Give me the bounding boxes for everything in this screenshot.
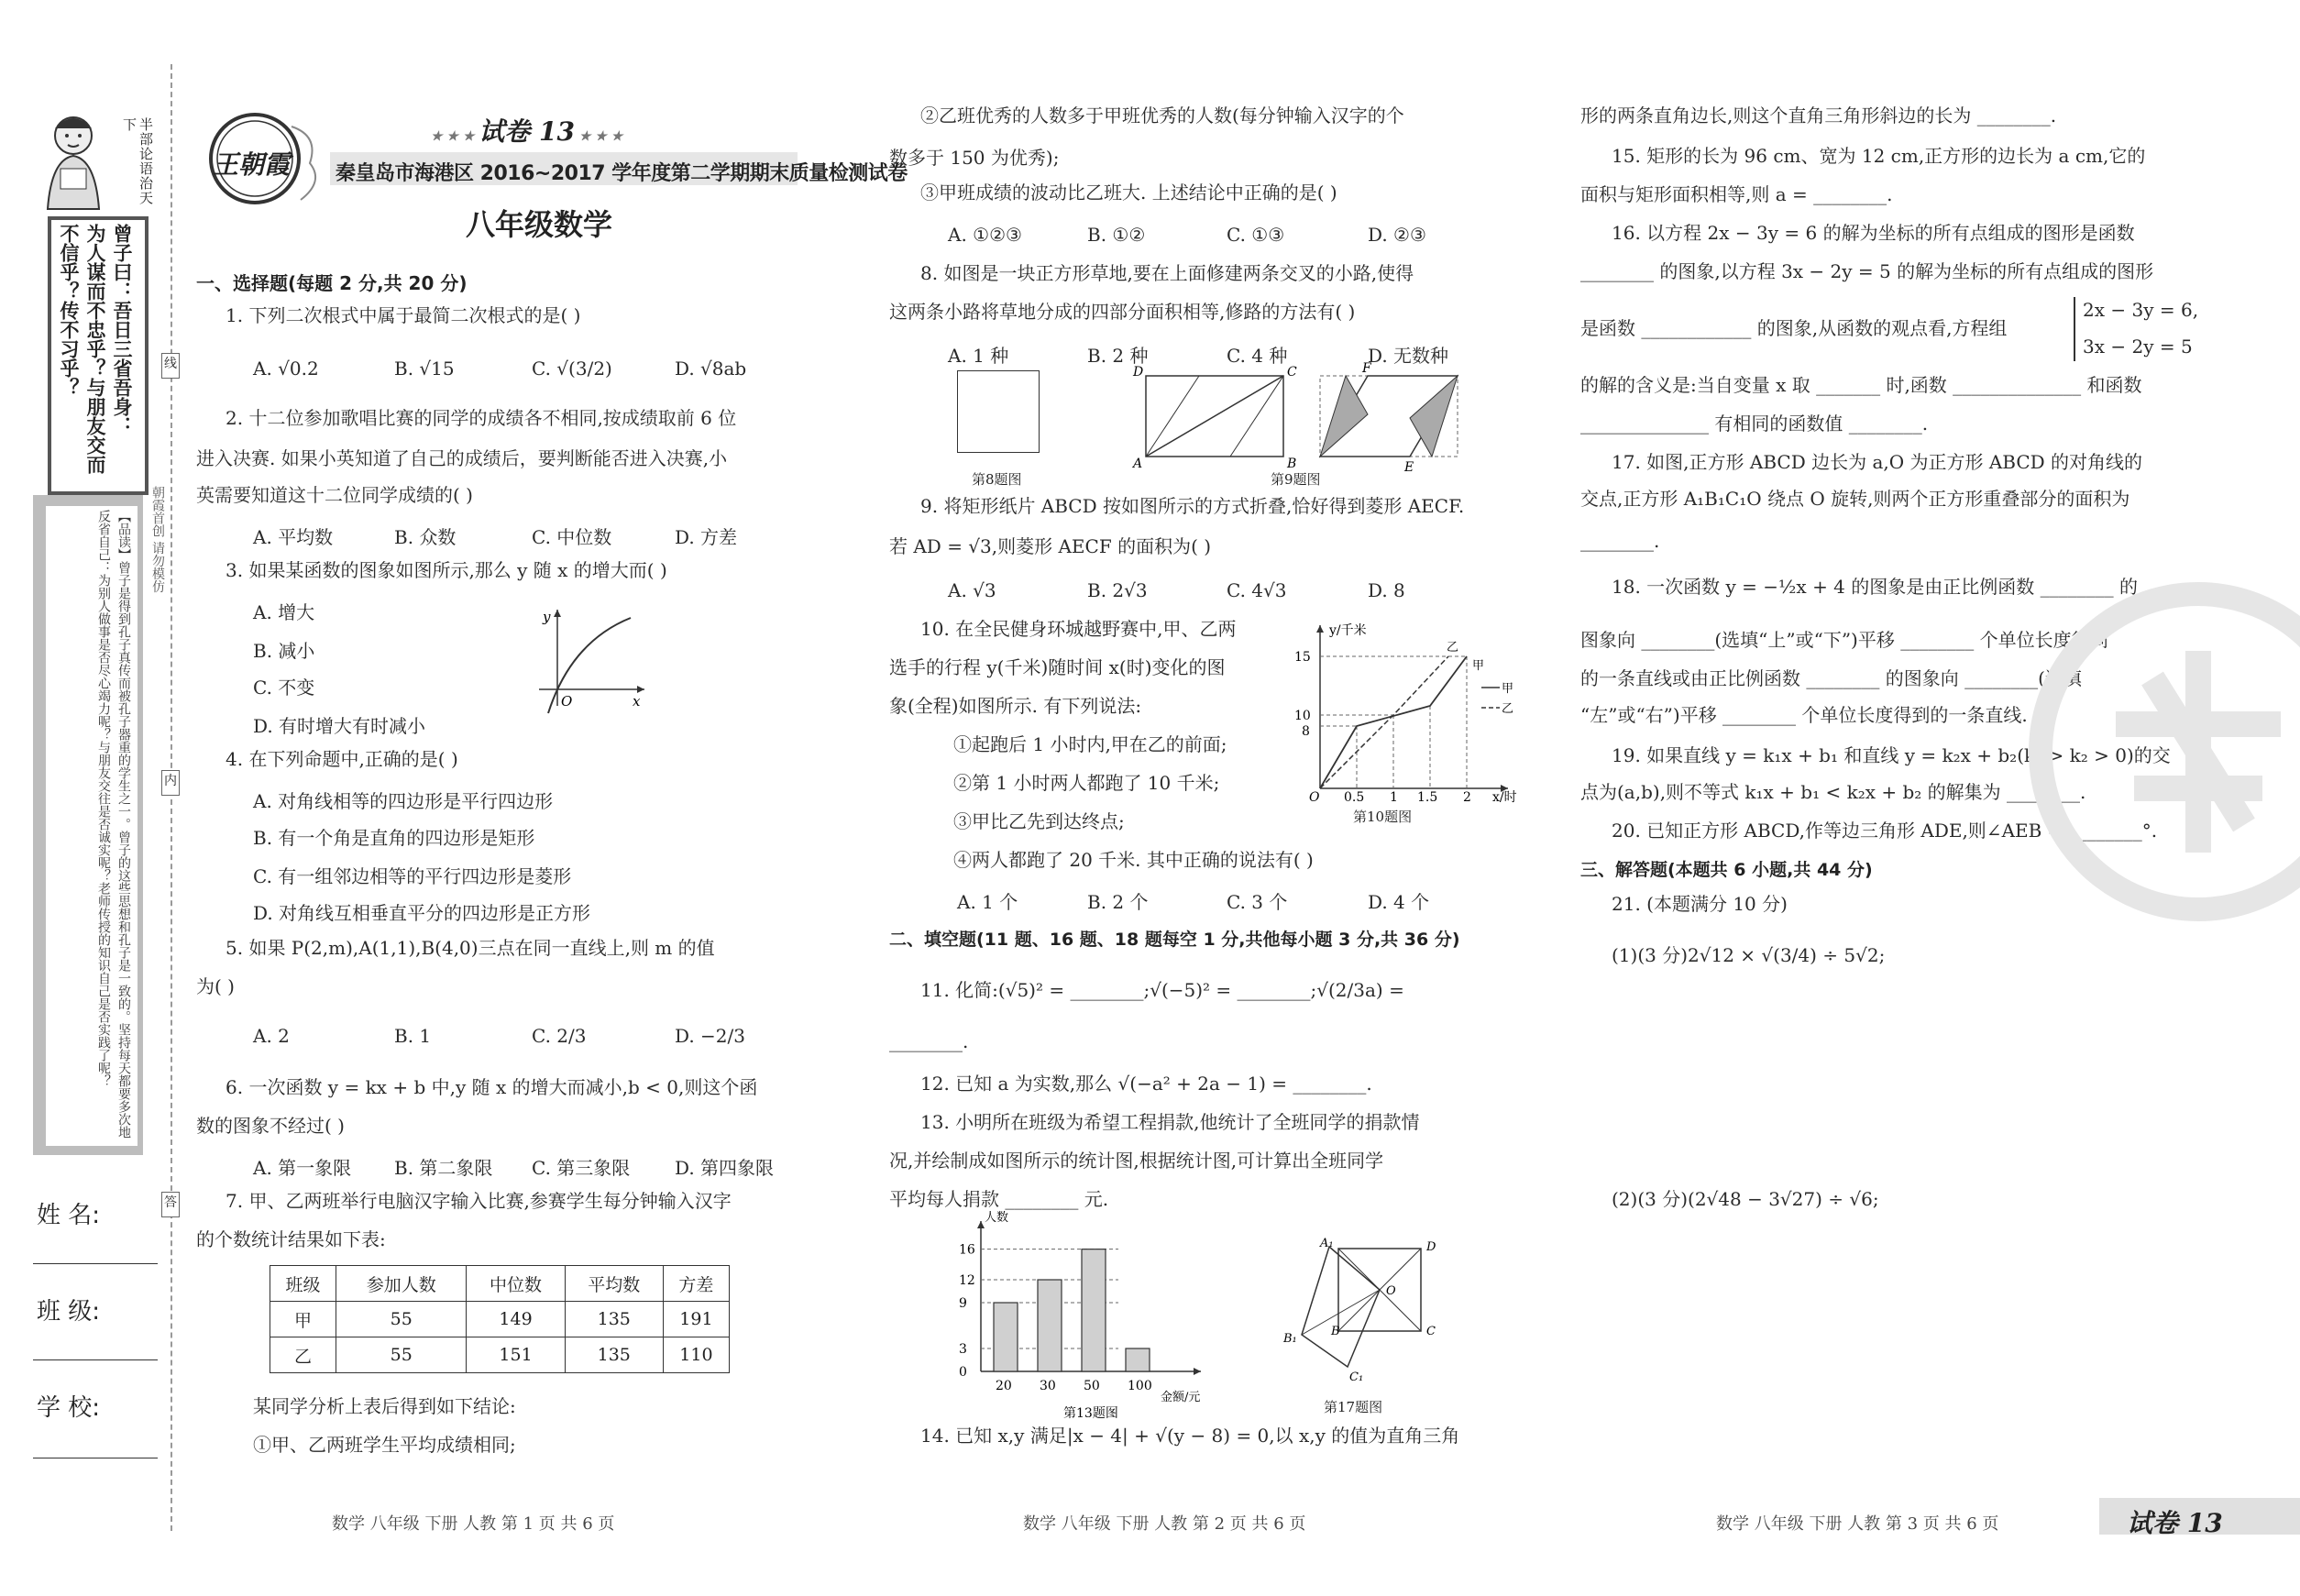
- q16-system-brace: [2074, 297, 2083, 361]
- x-tick-label: 30: [1040, 1379, 1056, 1393]
- q11-line: 11. 化简:(√5)² = ________;√(−5)² = ________;√(2/3a) =: [920, 979, 1404, 1001]
- q5-line-2: 为( ): [196, 975, 235, 997]
- q7-analysis: 某同学分析上表后得到如下结论:: [253, 1395, 516, 1417]
- cut-line: [171, 64, 172, 1531]
- q5-opt-b[interactable]: B. 1: [394, 1025, 432, 1047]
- q1-opt-a[interactable]: A. √0.2: [253, 358, 319, 380]
- q1-opt-c[interactable]: C. √(3/2): [532, 358, 612, 380]
- fig9-label-f: F: [1362, 361, 1371, 376]
- q9-opt-a[interactable]: A. √3: [948, 579, 996, 601]
- table-header-row: [270, 1266, 730, 1302]
- q12-line: 12. 已知 a 为实数,那么 √(−a² + 2a − 1) = ________.: [920, 1073, 1372, 1095]
- q13-line-2: 况,并绘制成如图所示的统计图,根据统计图,可计算出全班同学: [889, 1150, 1384, 1172]
- subject-title: 八年级数学: [466, 207, 613, 242]
- fig17-diagram: [1265, 1234, 1467, 1390]
- fig17-caption: 第17题图: [1324, 1399, 1383, 1415]
- fig10-xtick: 2: [1463, 790, 1471, 805]
- q4-opt-d[interactable]: D. 对角线互相垂直平分的四边形是正方形: [253, 902, 591, 924]
- q13-line-1: 13. 小明所在班级为希望工程捐款,他统计了全班同学的捐款情: [920, 1111, 1420, 1133]
- school-label: 学 校:: [37, 1394, 101, 1422]
- series-title: ★ ★ ★ 试卷 13 ★ ★ ★: [431, 116, 623, 147]
- page-footer-3: 数学 八年级 下册 人教 第 3 页 共 6 页: [1716, 1514, 1999, 1534]
- table-header: 班级: [270, 1266, 336, 1302]
- q16-line-1: 16. 以方程 2x − 3y = 6 的解为坐标的所有点组成的图形是函数: [1612, 222, 2135, 244]
- brand-note: 朝霞首创 请勿模仿: [150, 486, 165, 593]
- x-tick-label: 100: [1128, 1379, 1152, 1393]
- series-tag: 试卷 13: [2127, 1508, 2223, 1538]
- fig9-diagram: [1128, 363, 1494, 473]
- q10-line-1: 10. 在全民健身环城越野赛中,甲、乙两: [920, 618, 1237, 640]
- q7-conclusion-2a: ②乙班优秀的人数多于甲班优秀的人数(每分钟输入汉字的个: [920, 105, 1404, 127]
- q10-line-2: 选手的行程 y(千米)随时间 x(时)变化的图: [889, 656, 1226, 678]
- q2-line-2: 进入决赛. 如果小英知道了自己的成绩后，要判断能否进入决赛,小: [196, 447, 728, 469]
- fig8-square: [957, 370, 1040, 453]
- q2-line-3: 英需要知道这十二位同学成绩的( ): [196, 484, 473, 506]
- q8-line-2: 这两条小路将草地分成的四部分面积相等,修路的方法有( ): [889, 301, 1356, 323]
- table-row: [270, 1337, 730, 1373]
- table-cell: 110: [663, 1337, 729, 1373]
- fig17-label: A₁: [1320, 1237, 1334, 1250]
- table-cell: 135: [565, 1337, 663, 1373]
- q19-line-2: 点为(a,b),则不等式 k₁x + b₁ < k₂x + b₂ 的解集为 ________.: [1580, 781, 2086, 803]
- q3-opt-c[interactable]: C. 不变: [253, 677, 315, 699]
- reading-text: 【品读】曾子是得到孔子真传而被孔子器重的学生之一。曾子的这些思想和孔子是一致的。坚持每天都要多次地反省自己：为别人做事是否尽心竭力呢？与朋友交往是否诚实呢？老师传授的知识自己是否实践了呢？: [96, 510, 131, 1139]
- fig10-ytick: 8: [1302, 724, 1310, 739]
- fig10-ylabel: y/千米: [1329, 623, 1367, 638]
- fig10-xtick: 0.5: [1344, 790, 1365, 805]
- q16-line-5: ______________ 有相同的函数值 ________.: [1580, 413, 1929, 435]
- graph-origin-label: O: [561, 693, 573, 710]
- q8-opt-c[interactable]: C. 4 种: [1227, 345, 1288, 367]
- table-cell: 55: [336, 1337, 467, 1373]
- proverb-short: 半部论语治天下: [121, 117, 154, 205]
- q2-opt-a[interactable]: A. 平均数: [253, 526, 334, 548]
- q10-stmt-2: ②第 1 小时两人都跑了 10 千米;: [953, 772, 1220, 794]
- q3-stem: 3. 如果某函数的图象如图所示,那么 y 随 x 的增大而( ): [226, 559, 667, 581]
- table-cell: 191: [663, 1302, 729, 1337]
- q4-opt-c[interactable]: C. 有一组邻边相等的平行四边形是菱形: [253, 865, 572, 887]
- q15-line-1: 15. 矩形的长为 96 cm、宽为 12 cm,正方形的边长为 a cm,它的: [1612, 145, 2146, 167]
- q8-line-1: 8. 如图是一块正方形草地,要在上面修建两条交叉的小路,使得: [920, 262, 1414, 284]
- table-row: [270, 1302, 730, 1337]
- q14-continued: 形的两条直角边长,则这个直角三角形斜边的长为 ________.: [1580, 105, 2057, 127]
- y-axis-label: 人数: [985, 1211, 1009, 1225]
- q4-opt-a[interactable]: A. 对角线相等的四边形是平行四边形: [253, 790, 554, 812]
- q3-opt-a[interactable]: A. 增大: [253, 601, 315, 623]
- q7-conclusion-2b: 数多于 150 为优秀);: [889, 147, 1060, 169]
- y-tick-label: 9: [959, 1296, 967, 1311]
- q8-opt-b[interactable]: B. 2 种: [1087, 345, 1149, 367]
- q14-line: 14. 已知 x,y 满足|x − 4| + √(y − 8) = 0,以 x,y 的值为直角三角: [920, 1425, 1460, 1447]
- q18-line-3: 的一条直线或由正比例函数 ________ 的图象向 ________(选填: [1580, 667, 2082, 689]
- q7-opt-a[interactable]: A. ①②③: [948, 224, 1022, 246]
- fig10-legend-yi: 乙: [1502, 702, 1514, 716]
- quote-line-2: 为人谋而不忠乎？与朋友交而: [84, 224, 106, 474]
- fig10-ytick: 15: [1294, 650, 1311, 665]
- fig13-bar-chart: [944, 1211, 1238, 1421]
- q6-opt-b[interactable]: B. 第二象限: [394, 1157, 493, 1179]
- table-cell: 149: [467, 1302, 565, 1337]
- x-axis-label: 金额/元: [1161, 1391, 1201, 1404]
- fig17-label: B: [1331, 1325, 1340, 1338]
- fig17-label: D: [1426, 1240, 1436, 1254]
- q21-part2: (2)(3 分)(2√48 − 3√27) ÷ √6;: [1612, 1188, 1879, 1210]
- q16-system-eq1: 2x − 3y = 6,: [2083, 299, 2199, 321]
- q17-line-3: ________.: [1580, 530, 1660, 552]
- q20-line: 20. 已知正方形 ABCD,作等边三角形 ADE,则∠AEB = ________°.: [1612, 820, 2158, 842]
- class-label: 班 级:: [37, 1298, 101, 1326]
- x-axis-arrow: [1194, 1368, 1201, 1375]
- q10-stmt-3: ③甲比乙先到达终点;: [953, 810, 1125, 832]
- y-axis-arrow: [977, 1221, 985, 1228]
- q3-opt-d[interactable]: D. 有时增大有时减小: [253, 715, 426, 737]
- table-cell: 乙: [270, 1337, 336, 1373]
- y-tick-label: 3: [959, 1342, 967, 1357]
- q2-line-1: 2. 十二位参加歌唱比赛的同学的成绩各不相同,按成绩取前 6 位: [226, 407, 737, 429]
- bar: [1038, 1280, 1062, 1371]
- fig10-origin: O: [1309, 790, 1320, 805]
- q10-line-3: 象(全程)如图所示. 有下列说法:: [889, 695, 1142, 717]
- q6-opt-c[interactable]: C. 第三象限: [532, 1157, 631, 1179]
- q7-line-2: 的个数统计结果如下表:: [196, 1228, 386, 1250]
- q10-opt-d[interactable]: D. 4 个: [1368, 891, 1430, 913]
- table-header: 中位数: [467, 1266, 565, 1302]
- q5-opt-d[interactable]: D. −2/3: [675, 1025, 745, 1047]
- q5-line-1: 5. 如果 P(2,m),A(1,1),B(4,0)三点在同一直线上,则 m 的值: [226, 937, 715, 959]
- quote-line-1: 曾子曰：吾日三省吾身：: [111, 224, 133, 435]
- fig17-label: B₁: [1283, 1332, 1297, 1346]
- q5-opt-a[interactable]: A. 2: [253, 1025, 290, 1047]
- q11-tail: ________.: [889, 1030, 969, 1052]
- q10-stmt-4: ④两人都跑了 20 千米. 其中正确的说法有( ): [953, 849, 1314, 871]
- brand-logo-text: 王朝霞: [213, 149, 291, 180]
- y-tick-label: 0: [959, 1365, 967, 1380]
- q10-stmt-1: ①起跑后 1 小时内,甲在乙的前面;: [953, 733, 1227, 755]
- fig17-label: O: [1386, 1284, 1396, 1298]
- fig9-label-b: B: [1287, 457, 1297, 471]
- fig10-series-label-jia: 甲: [1472, 659, 1485, 673]
- y-tick-label: 16: [959, 1242, 975, 1258]
- q9-line-1: 9. 将矩形纸片 ABCD 按如图所示的方式折叠,恰好得到菱形 AECF.: [920, 495, 1465, 517]
- fig9-label-a: A: [1133, 457, 1143, 471]
- q15-line-2: 面积与矩形面积相等,则 a = ________.: [1580, 183, 1893, 205]
- q7-conclusion-1: ①甲、乙两班学生平均成绩相同;: [253, 1434, 516, 1456]
- q18-line-1: 18. 一次函数 y = −½x + 4 的图象是由正比例函数 ________ 的: [1612, 576, 2138, 598]
- q6-line-2: 数的图象不经过( ): [196, 1115, 345, 1137]
- graph-y-label: y: [543, 609, 551, 625]
- q16-line-2: ________ 的图象,以方程 3x − 2y = 5 的解为坐标的所有点组成的图形: [1580, 260, 2154, 282]
- q9-opt-c[interactable]: C. 4√3: [1227, 579, 1287, 601]
- q1-stem: 1. 下列二次根式中属于最简二次根式的是( ): [226, 304, 581, 326]
- q17-line-2: 交点,正方形 A₁B₁C₁O 绕点 O 旋转,则两个正方形重叠部分的面积为: [1580, 488, 2130, 510]
- x-tick-label: 50: [1084, 1379, 1100, 1393]
- fig17-label: C: [1426, 1325, 1436, 1338]
- q19-line-1: 19. 如果直线 y = k₁x + b₁ 和直线 y = k₂x + b₂(k₁ > k₂ > 0)的交: [1612, 744, 2171, 766]
- y-tick-label: 12: [959, 1273, 975, 1288]
- exam-title: 秦皇岛市海港区 2016~2017 学年度第二学期期末质量检测试卷: [336, 162, 908, 185]
- table-header: 参加人数: [336, 1266, 467, 1302]
- chart-caption: 第13题图: [1063, 1406, 1118, 1421]
- q21-title: 21. (本题满分 10 分): [1612, 893, 1788, 915]
- q7-opt-d[interactable]: D. ②③: [1368, 224, 1426, 246]
- scholar-cartoon-icon: [28, 108, 119, 215]
- q5-opt-c[interactable]: C. 2/3: [532, 1025, 587, 1047]
- fig10-graph: [1293, 618, 1522, 805]
- fig10-legend-jia: 甲: [1502, 682, 1514, 696]
- q10-opt-a[interactable]: A. 1 个: [957, 891, 1018, 913]
- table-header: 方差: [663, 1266, 729, 1302]
- fig10-xtick: 1: [1390, 790, 1398, 805]
- fig17-label: C₁: [1349, 1370, 1364, 1384]
- fig9-caption: 第9题图: [1271, 471, 1321, 488]
- cut-mark-1: 线: [161, 353, 180, 379]
- q7-line-1: 7. 甲、乙两班举行电脑汉字输入比赛,参赛学生每分钟输入汉字: [226, 1190, 732, 1212]
- quote-line-3: 不信乎？传不习乎？: [58, 224, 80, 397]
- q4-opt-b[interactable]: B. 有一个角是直角的四边形是矩形: [253, 827, 535, 849]
- cut-mark-2: 内: [161, 770, 180, 796]
- q9-opt-b[interactable]: B. 2√3: [1087, 579, 1148, 601]
- q10-opt-c[interactable]: C. 3 个: [1227, 891, 1288, 913]
- q18-line-4: “左”或“右”)平移 ________ 个单位长度得到的一条直线.: [1580, 704, 2028, 726]
- section3-title: 三、解答题(本题共 6 小题,共 44 分): [1580, 860, 1873, 880]
- q6-opt-a[interactable]: A. 第一象限: [253, 1157, 352, 1179]
- q16-line-3: 是函数 ____________ 的图象,从函数的观点看,方程组: [1580, 317, 2008, 339]
- watermark-stamp-icon: [2033, 587, 2300, 917]
- q7-opt-c[interactable]: C. ①③: [1227, 224, 1285, 246]
- q18-line-2: 图象向 ________(选填“上”或“下”)平移 ________ 个单位长度得到: [1580, 629, 2108, 651]
- fig8-caption: 第8题图: [972, 471, 1022, 488]
- bar: [1082, 1249, 1106, 1371]
- table-cell: 151: [467, 1337, 565, 1373]
- series-text: 试卷 13: [479, 116, 575, 147]
- q7-opt-b[interactable]: B. ①②: [1087, 224, 1146, 246]
- q9-line-2: 若 AD = √3,则菱形 AECF 的面积为( ): [889, 535, 1212, 557]
- q2-opt-d[interactable]: D. 方差: [675, 526, 738, 548]
- q6-line-1: 6. 一次函数 y = kx + b 中,y 随 x 的增大而减小,b < 0,则这个函: [226, 1076, 758, 1098]
- q8-opt-d[interactable]: D. 无数种: [1368, 345, 1449, 367]
- q6-opt-d[interactable]: D. 第四象限: [675, 1157, 775, 1179]
- x-tick-label: 20: [996, 1379, 1012, 1393]
- fig10-xlabel: x/时: [1492, 790, 1517, 805]
- q21-part1: (1)(3 分)2√12 × √(3/4) ÷ 5√2;: [1612, 944, 1886, 966]
- section1-title: 一、选择题(每题 2 分,共 20 分): [196, 272, 468, 294]
- cut-mark-3: 答: [161, 1192, 180, 1217]
- q3-function-graph: [530, 605, 649, 715]
- page-footer-2: 数学 八年级 下册 人教 第 2 页 共 6 页: [1023, 1514, 1306, 1534]
- fig10-ytick: 10: [1294, 709, 1311, 723]
- q7-conclusion-3: ③甲班成绩的波动比乙班大. 上述结论中正确的是( ): [920, 182, 1337, 204]
- table-cell: 甲: [270, 1302, 336, 1337]
- fig9-label-c: C: [1287, 365, 1297, 380]
- bar: [1126, 1348, 1150, 1371]
- section2-title: 二、填空题(11 题、16 题、18 题每空 1 分,共他每小题 3 分,共 36 分): [889, 930, 1460, 950]
- score-table: [270, 1265, 730, 1373]
- fig9-label-e: E: [1404, 460, 1414, 475]
- fig10-xtick: 1.5: [1417, 790, 1438, 805]
- name-line[interactable]: [33, 1263, 158, 1264]
- q8-opt-a[interactable]: A. 1 种: [948, 345, 1009, 367]
- q2-opt-c[interactable]: C. 中位数: [532, 526, 612, 548]
- q10-opt-b[interactable]: B. 2 个: [1087, 891, 1149, 913]
- page-footer-1: 数学 八年级 下册 人教 第 1 页 共 6 页: [332, 1514, 615, 1534]
- q17-line-1: 17. 如图,正方形 ABCD 边长为 a,O 为正方形 ABCD 的对角线的: [1612, 451, 2143, 473]
- q1-opt-b[interactable]: B. √15: [394, 358, 455, 380]
- q2-opt-b[interactable]: B. 众数: [394, 526, 457, 548]
- bar: [994, 1303, 1018, 1371]
- table-cell: 135: [565, 1302, 663, 1337]
- fig10-series-label-yi: 乙: [1447, 641, 1459, 655]
- fig10-caption: 第10题图: [1353, 809, 1413, 825]
- q1-opt-d[interactable]: D. √8ab: [675, 358, 747, 380]
- class-line[interactable]: [33, 1359, 158, 1360]
- q16-line-4: 的解的含义是:当自变量 x 取 _______ 时,函数 ______________ 和函数: [1580, 374, 2142, 396]
- q16-system-eq2: 3x − 2y = 5: [2083, 336, 2193, 358]
- q9-opt-d[interactable]: D. 8: [1368, 579, 1405, 601]
- fig9-label-d: D: [1133, 365, 1144, 380]
- q3-opt-b[interactable]: B. 减小: [253, 640, 315, 662]
- table-cell: 55: [336, 1302, 467, 1337]
- graph-x-label: x: [633, 693, 641, 710]
- table-header: 平均数: [565, 1266, 663, 1302]
- q13-line-3: 平均每人捐款 ________ 元.: [889, 1188, 1109, 1210]
- q4-stem: 4. 在下列命题中,正确的是( ): [226, 748, 458, 770]
- name-label: 姓 名:: [37, 1202, 101, 1229]
